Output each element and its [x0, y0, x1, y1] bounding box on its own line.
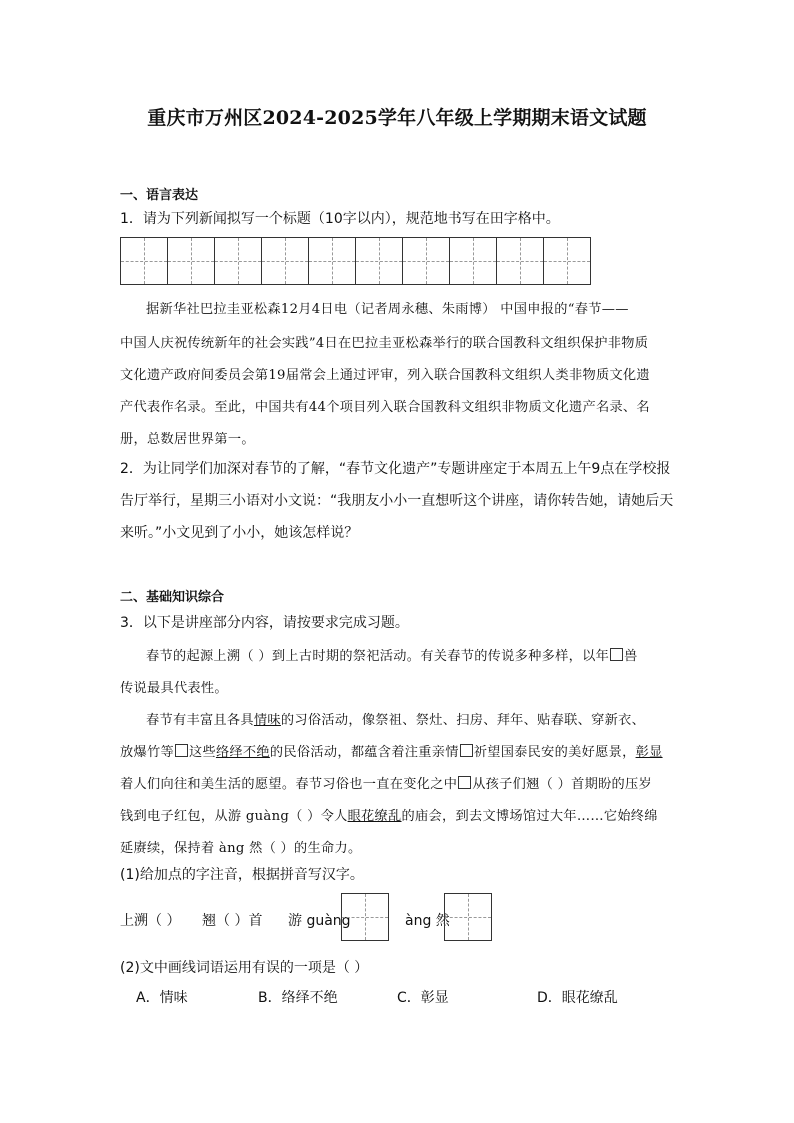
punctuation-box[interactable] [460, 744, 473, 757]
passage-p2-line-2 [120, 741, 663, 760]
passage-p2-line-4 [120, 805, 658, 824]
underlined-term: 眼花缭乱 [347, 809, 402, 824]
passage-text: 春节有丰富且各具 [146, 713, 254, 728]
sub-question-1: (1)给加点的字注音，根据拼音写汉字。 [120, 867, 364, 883]
write-cell-guang[interactable] [341, 893, 389, 941]
grid-cell[interactable] [167, 237, 215, 285]
question-2-line-2: 告厅举行，星期三小语对小文说：“我朋友小小一直想听这个讲座，请你转告她，请她后天 [120, 493, 674, 509]
news-line-1: 据新华社巴拉圭亚松森12月4日电（记者周永穗、朱雨博） 中国申报的“春节—— [146, 302, 629, 317]
grid-cell[interactable] [496, 237, 544, 285]
passage-text: 钱到电子红包，从游 guàng（ ）令人 [120, 809, 348, 824]
passage-p1-line-1 [146, 645, 638, 664]
grid-cell[interactable] [308, 237, 356, 285]
passage-text: 放爆竹等 [120, 745, 174, 760]
sub-question-2: (2)文中画线词语运用有误的一项是（ ） [120, 960, 369, 976]
passage-p1-line-2: 传说最具代表性。 [120, 681, 228, 696]
passage-p2-line-3 [120, 773, 652, 792]
fill-item-qiao: 翘（ ）首 [202, 913, 263, 929]
write-cell-ang[interactable] [444, 893, 492, 941]
question-1-prompt: 1．请为下列新闻拟写一个标题（10字以内），规范地书写在田字格中。 [120, 211, 560, 227]
passage-text: 春节的起源上溯（ ）到上古时期的祭祀活动。有关春节的传说多种多样，以年 [146, 649, 610, 664]
passage-text: 兽 [624, 649, 638, 664]
passage-text: 的民俗活动，都蕴含着注重亲情 [269, 745, 459, 760]
passage-p2-line-1 [146, 709, 645, 728]
passage-text: 着人们向往和美生活的愿望。春节习俗也一直在变化之中 [120, 777, 458, 792]
option-d[interactable]: D．眼花缭乱 [537, 990, 618, 1006]
question-3-prompt: 3．以下是讲座部分内容，请按要求完成习题。 [120, 615, 409, 631]
punctuation-box[interactable] [458, 776, 471, 789]
passage-text: 的庙会，到去文博场馆过大年……它始终绵 [401, 809, 658, 824]
passage-p2-line-5: 延赓续，保持着 àng 然（ ）的生命力。 [120, 841, 362, 856]
grid-cell[interactable] [402, 237, 450, 285]
fill-item-sushuo: 上溯（ ） [120, 913, 181, 929]
news-line-3: 文化遗产政府间委员会第19届常会上通过评审，列入联合国教科文组织人类非物质文化遗 [120, 368, 650, 383]
grid-cell[interactable] [214, 237, 262, 285]
grid-cell[interactable] [449, 237, 497, 285]
title-answer-grid[interactable] [120, 237, 590, 285]
section-heading-1: 一、语言表达 [120, 188, 199, 203]
news-line-5: 册，总数居世界第一。 [120, 432, 255, 447]
punctuation-box[interactable] [610, 648, 623, 661]
question-2-line-1: 2．为让同学们加深对春节的了解，“春节文化遗产”专题讲座定于本周五上午9点在学校报 [120, 461, 671, 477]
underlined-term: 情味 [253, 713, 281, 728]
option-b[interactable]: B．络绎不绝 [258, 990, 338, 1006]
fill-item-guang: 游 guàng [288, 913, 351, 929]
passage-text: 的习俗活动，像祭祖、祭灶、扫房、拜年、贴春联、穿新衣、 [280, 713, 646, 728]
grid-cell[interactable] [355, 237, 403, 285]
punctuation-box[interactable] [175, 744, 188, 757]
news-line-4: 产代表作名录。至此，中国共有44个项目列入联合国教科文组织非物质文化遗产名录、名 [120, 400, 650, 415]
grid-cell[interactable] [261, 237, 309, 285]
option-a[interactable]: A．情味 [136, 990, 188, 1006]
option-c[interactable]: C．彰显 [397, 990, 449, 1006]
section-heading-2: 二、基础知识综合 [120, 590, 225, 605]
news-line-2: 中国人庆祝传统新年的社会实践”4日在巴拉圭亚松森举行的联合国教科文组织保护非物质 [120, 336, 649, 351]
underlined-term: 络绎不绝 [215, 745, 270, 760]
grid-cell[interactable] [543, 237, 591, 285]
underlined-term: 彰显 [635, 745, 663, 760]
page-title: 重庆市万州区2024-2025学年八年级上学期期末语文试题 [147, 107, 647, 129]
grid-cell[interactable] [120, 237, 168, 285]
question-2-line-3: 来听。”小文见到了小小，她该怎样说？ [120, 525, 359, 541]
passage-text: 祈望国泰民安的美好愿景， [473, 745, 636, 760]
passage-text: 从孩子们翘（ ）首期盼的压岁 [472, 777, 653, 792]
passage-text: 这些 [188, 745, 216, 760]
fill-item-ang: àng 然 [405, 913, 450, 929]
